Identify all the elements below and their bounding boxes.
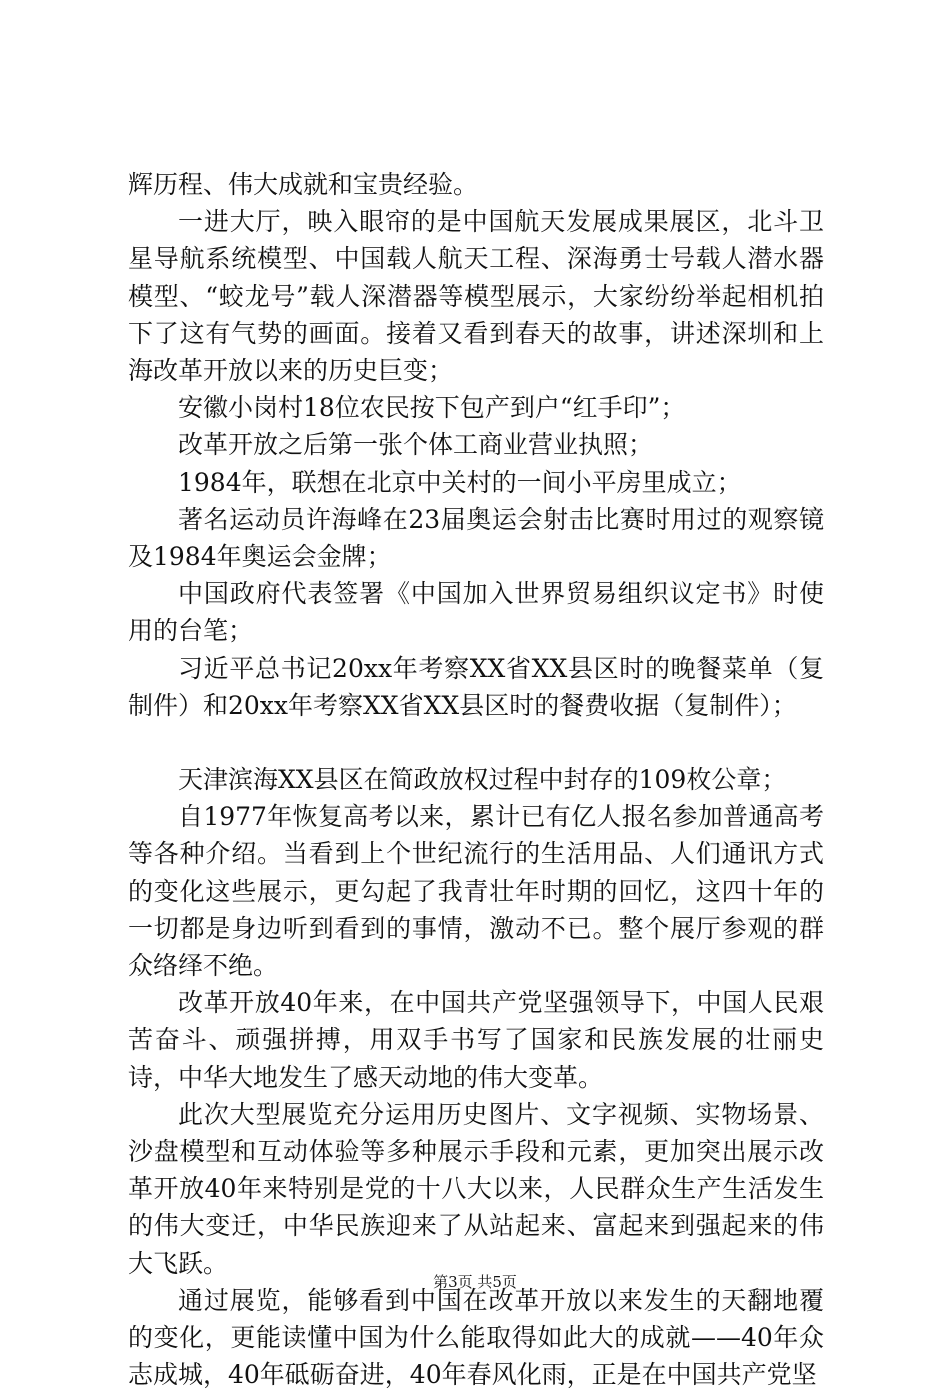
paragraph-xiaogang-village: 安徽小岗村18位农民按下包产到户“红手印”； (178, 393, 686, 423)
paragraph-dinner-menu: 习近平总书记20xx年考察XX省XX县区时的晚餐菜单（复制件）和20xx年考察XX省XX县区时的餐费收据（复制件）； (128, 653, 824, 720)
paragraph-gap (128, 724, 824, 761)
paragraph-exhibition-hall: 一进大厅，映入眼帘的是中国航天发展成果展区，北斗卫星导航系统模型、中国载人航天工程、深海勇士号载人潜水器模型、“蛟龙号”载人深潜器等模型展示，大家纷纷举起相机拍下了这有气势的画面。接着又看到春天的故事，讲述深圳和上海改革开放以来的历史巨变； (128, 207, 824, 386)
paragraph-lenovo: 1984年，联想在北京中关村的一间小平房里成立； (178, 467, 742, 497)
paragraph-xu-haifeng: 著名运动员许海峰在23届奥运会射击比赛时用过的观察镜及1984年奥运会金牌； (128, 504, 824, 572)
paragraph-business-license: 改革开放之后第一张个体工商业营业执照； (178, 430, 654, 460)
paragraph-tianjin-seals: 天津滨海XX县区在简政放权过程中封存的109枚公章； (178, 765, 787, 795)
document-body (128, 166, 824, 1394)
paragraph-exhibition-means: 此次大型展览充分运用历史图片、文字视频、实物场景、沙盘模型和互动体验等多种展示手段和元素，更加突出展示改革开放40年来特别是党的十八大以来，人民群众生产生活发生的伟大变迁，中华民族迎来了从站起来、富起来到强起来的伟大飞跃。 (128, 1099, 824, 1278)
paragraph-college-exam: 自1977年恢复高考以来，累计已有亿人报名参加普通高考等各种介绍。当看到上个世纪流行的生活用品、人们通讯方式的变化这些展示，更勾起了我青壮年时期的回忆，这四十年的一切都是身边听到看到的事情，激动不已。整个展厅参观的群众络绎不绝。 (128, 802, 824, 981)
page-footer: 第3页 共5页 (433, 1273, 517, 1291)
paragraph-continuation: 辉历程、伟大成就和宝贵经验。 (128, 170, 479, 199)
paragraph-through-exhibition: 通过展览，能够看到中国在改革开放以来发生的天翻地覆的变化，更能读懂中国为什么能取得如此大的成就——40年众志成城，40年砥砺奋进，40年春风化雨，正是在中国共产党坚 (128, 1285, 824, 1390)
paragraph-wto-pen: 中国政府代表签署《中国加入世界贸易组织议定书》时使用的台笔； (128, 579, 824, 646)
paragraph-forty-years: 改革开放40年来，在中国共产党坚强领导下，中国人民艰苦奋斗、顽强拼搏，用双手书写了国家和民族发展的壮丽史诗，中华大地发生了感天动地的伟大变革。 (128, 988, 824, 1092)
